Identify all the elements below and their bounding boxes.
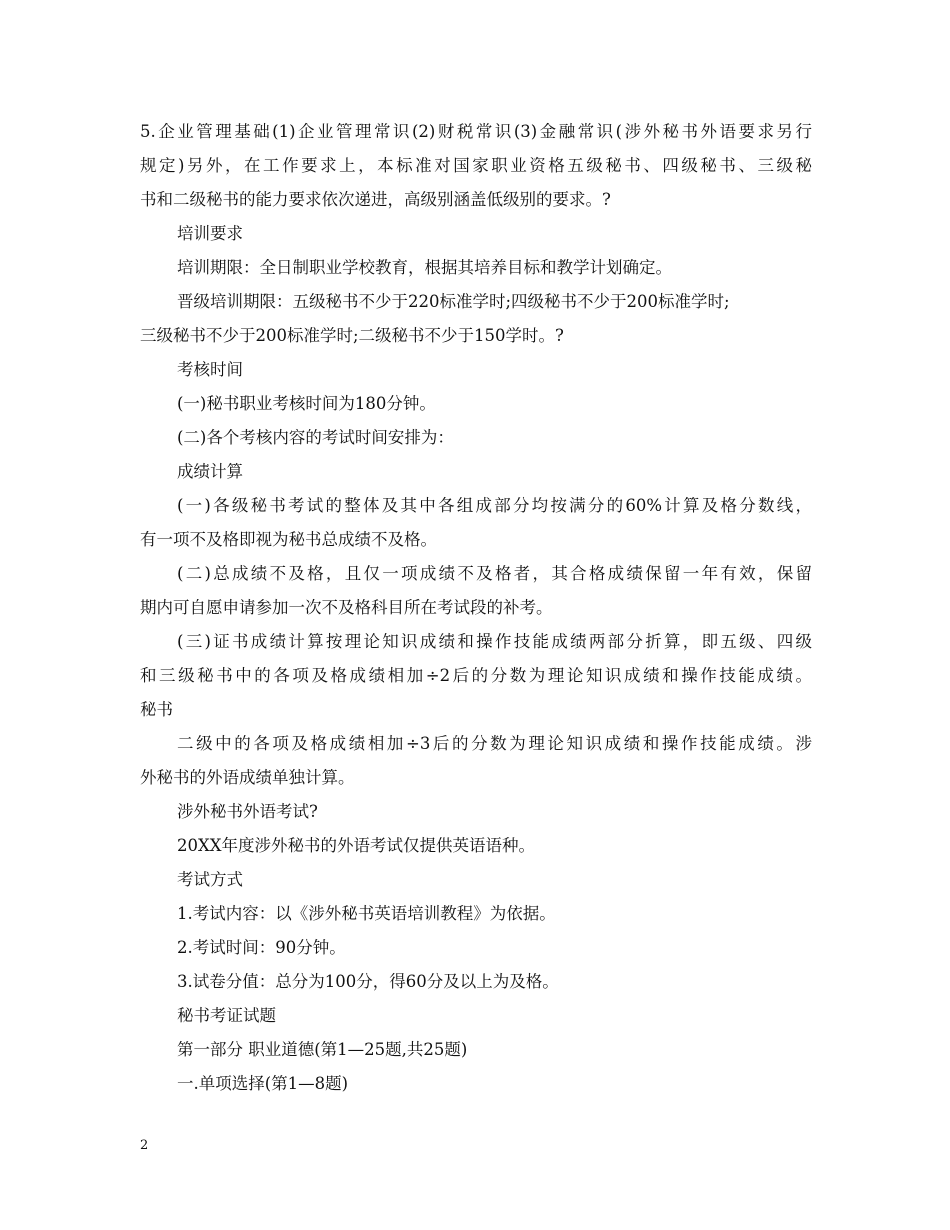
text-line: (二)各个考核内容的考试时间安排为： [177,428,454,447]
section-heading: 成绩计算 [177,462,243,481]
page-number: 2 [140,1138,149,1153]
text-line: 2.考试时间：90分钟。 [177,938,346,957]
text-line: (一)秘书职业考核时间为180分钟。 [177,394,436,413]
text-line: 一.单项选择(第1—8题) [177,1074,349,1093]
text-line: 期内可自愿申请参加一次不及格科目所在考试段的补考。 [140,598,553,617]
text-line: 培训期限：全日制职业学校教育，根据其培养目标和教学计划确定。 [177,258,672,277]
section-heading: 秘书考证试题 [177,1006,276,1025]
text-line: 1.考试内容：以《涉外秘书英语培训教程》为依据。 [177,904,556,923]
document-body [140,115,812,1101]
section-heading: 培训要求 [177,224,243,243]
text-line: 书和二级秘书的能力要求依次递进，高级别涵盖低级别的要求。? [140,190,611,209]
section-heading: 涉外秘书外语考试? [177,802,318,821]
section-heading: 考试方式 [177,870,243,889]
text-line: (三)证书成绩计算按理论知识成绩和操作技能成绩两部分折算，即五级、四级 [177,632,812,651]
text-line: (二)总成绩不及格，且仅一项成绩不及格者，其合格成绩保留一年有效，保留 [177,564,812,583]
text-line: (一)各级秘书考试的整体及其中各组成部分均按满分的60%计算及格分数线， [177,496,812,515]
text-line: 20XX年度涉外秘书的外语考试仅提供英语语种。 [177,836,535,855]
text-line: 规定)另外，在工作要求上，本标准对国家职业资格五级秘书、四级秘书、三级秘 [140,156,812,175]
text-line: 5.企业管理基础(1)企业管理常识(2)财税常识(3)金融常识(涉外秘书外语要求另行 [140,122,812,141]
text-line: 有一项不及格即视为秘书总成绩不及格。 [140,530,437,549]
section-heading: 考核时间 [177,360,243,379]
text-line: 秘书 [140,700,173,719]
text-line: 二级中的各项及格成绩相加÷3后的分数为理论知识成绩和操作技能成绩。涉 [177,734,812,753]
text-line: 3.试卷分值：总分为100分，得60分及以上为及格。 [177,972,559,991]
text-line: 第一部分 职业道德(第1—25题,共25题) [177,1040,468,1059]
text-line: 外秘书的外语成绩单独计算。 [140,768,355,787]
text-line: 三级秘书不少于200标准学时;二级秘书不少于150学时。? [140,326,564,345]
text-line: 和三级秘书中的各项及格成绩相加÷2后的分数为理论知识成绩和操作技能成绩。 [140,666,812,685]
text-line: 晋级培训期限：五级秘书不少于220标准学时;四级秘书不少于200标准学时; [177,292,730,311]
